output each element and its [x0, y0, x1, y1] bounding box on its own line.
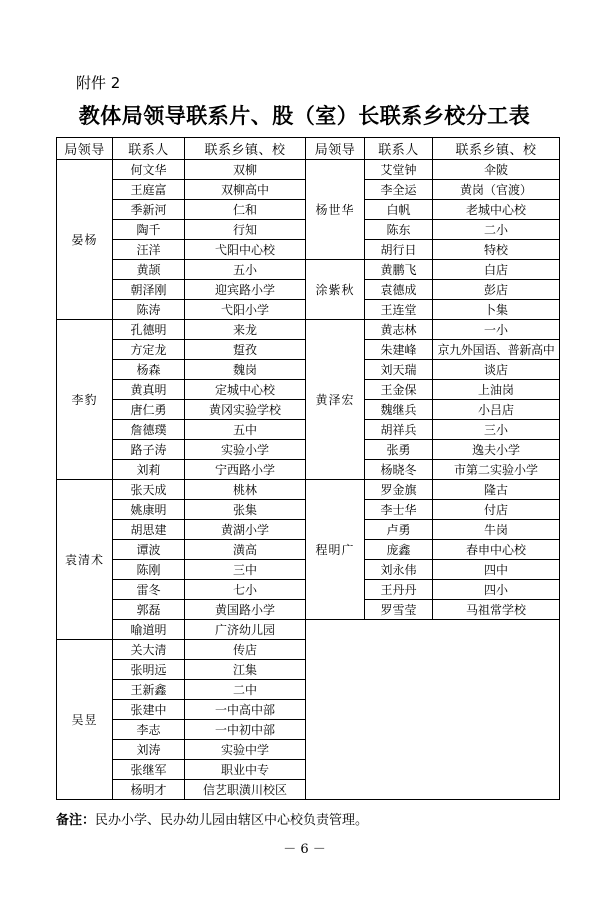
area-cell: 行知	[185, 220, 306, 240]
contact-cell: 黄真明	[113, 380, 185, 400]
contact-cell: 王金保	[365, 380, 433, 400]
contact-cell: 罗雪莹	[365, 600, 433, 620]
contact-cell: 卢勇	[365, 520, 433, 540]
table-row	[57, 620, 560, 640]
area-cell: 弋阳中心校	[185, 240, 306, 260]
area-cell: 二中	[185, 680, 306, 700]
header-contact-left: 联系人	[113, 138, 185, 160]
area-cell: 信艺职潢川校区	[185, 780, 306, 800]
contact-cell: 关大清	[113, 640, 185, 660]
area-cell: 特校	[433, 240, 560, 260]
contact-cell: 张天成	[113, 480, 185, 500]
area-cell: 春申中心校	[433, 540, 560, 560]
contact-cell: 汪洋	[113, 240, 185, 260]
contact-cell: 张继军	[113, 760, 185, 780]
area-cell: 定城中心校	[185, 380, 306, 400]
leader-cell: 涂紫秋	[306, 260, 365, 320]
contact-cell: 王庭富	[113, 180, 185, 200]
area-cell: 一中初中部	[185, 720, 306, 740]
table-row	[57, 320, 560, 340]
area-cell: 弋阳小学	[185, 300, 306, 320]
area-cell: 四小	[433, 580, 560, 600]
leader-cell: 袁清术	[57, 480, 113, 640]
page-number: － 6 －	[283, 842, 326, 857]
contact-cell: 朱建峰	[365, 340, 433, 360]
header-leader-right: 局领导	[306, 138, 365, 160]
contact-cell: 郭磊	[113, 600, 185, 620]
area-cell: 踅孜	[185, 340, 306, 360]
area-cell: 潢高	[185, 540, 306, 560]
contact-cell: 詹德璞	[113, 420, 185, 440]
area-cell: 桃林	[185, 480, 306, 500]
area-cell: 老城中心校	[433, 200, 560, 220]
contact-cell: 孔德明	[113, 320, 185, 340]
area-cell: 一中高中部	[185, 700, 306, 720]
contact-cell: 魏继兵	[365, 400, 433, 420]
table-header-row	[57, 138, 560, 160]
contact-cell: 陶千	[113, 220, 185, 240]
table-row	[57, 260, 560, 280]
contact-cell: 刘莉	[113, 460, 185, 480]
footnote-text: 民办小学、民办幼儿园由辖区中心校负责管理。	[95, 813, 369, 828]
area-cell: 谈店	[433, 360, 560, 380]
contact-cell: 谭波	[113, 540, 185, 560]
contact-cell: 杨森	[113, 360, 185, 380]
contact-cell: 季新河	[113, 200, 185, 220]
leader-cell: 吴昱	[57, 640, 113, 800]
area-cell: 卜集	[433, 300, 560, 320]
area-cell: 小吕店	[433, 400, 560, 420]
assignment-table	[56, 137, 560, 800]
area-cell: 马祖常学校	[433, 600, 560, 620]
contact-cell: 胡祥兵	[365, 420, 433, 440]
area-cell: 一小	[433, 320, 560, 340]
footnote	[56, 809, 368, 828]
area-cell: 黄湖小学	[185, 520, 306, 540]
area-cell: 彭店	[433, 280, 560, 300]
contact-cell: 袁德成	[365, 280, 433, 300]
area-cell: 四中	[433, 560, 560, 580]
area-cell: 三中	[185, 560, 306, 580]
area-cell: 张集	[185, 500, 306, 520]
area-cell: 传店	[185, 640, 306, 660]
contact-cell: 刘天瑞	[365, 360, 433, 380]
contact-cell: 刘永伟	[365, 560, 433, 580]
area-cell: 二小	[433, 220, 560, 240]
area-cell: 五中	[185, 420, 306, 440]
area-cell: 职业中专	[185, 760, 306, 780]
contact-cell: 王丹丹	[365, 580, 433, 600]
empty-area	[306, 620, 560, 800]
contact-cell: 方定龙	[113, 340, 185, 360]
contact-cell: 庞鑫	[365, 540, 433, 560]
area-cell: 付店	[433, 500, 560, 520]
area-cell: 仁和	[185, 200, 306, 220]
area-cell: 双柳高中	[185, 180, 306, 200]
leader-cell: 黄泽宏	[306, 320, 365, 480]
contact-cell: 李士华	[365, 500, 433, 520]
contact-cell: 唐仁勇	[113, 400, 185, 420]
contact-cell: 喻道明	[113, 620, 185, 640]
contact-cell: 刘涛	[113, 740, 185, 760]
contact-cell: 黄鹏飞	[365, 260, 433, 280]
contact-cell: 王连堂	[365, 300, 433, 320]
area-cell: 双柳	[185, 160, 306, 180]
area-cell: 来龙	[185, 320, 306, 340]
area-cell: 五小	[185, 260, 306, 280]
contact-cell: 何文华	[113, 160, 185, 180]
area-cell: 伞陂	[433, 160, 560, 180]
area-cell: 市第二实验小学	[433, 460, 560, 480]
area-cell: 七小	[185, 580, 306, 600]
document-title: 教体局领导联系片、股（室）长联系乡校分工表	[78, 103, 531, 128]
contact-cell: 路子涛	[113, 440, 185, 460]
contact-cell: 张建中	[113, 700, 185, 720]
contact-cell: 陈涛	[113, 300, 185, 320]
contact-cell: 朝泽刚	[113, 280, 185, 300]
contact-cell: 雷冬	[113, 580, 185, 600]
area-cell: 三小	[433, 420, 560, 440]
contact-cell: 黄志林	[365, 320, 433, 340]
contact-cell: 陈刚	[113, 560, 185, 580]
contact-cell: 陈东	[365, 220, 433, 240]
contact-cell: 张明远	[113, 660, 185, 680]
area-cell: 广济幼儿园	[185, 620, 306, 640]
table-body	[57, 160, 560, 800]
contact-cell: 杨明才	[113, 780, 185, 800]
leader-cell: 李豹	[57, 320, 113, 480]
leader-cell: 程明广	[306, 480, 365, 620]
area-cell: 隆古	[433, 480, 560, 500]
area-cell: 黄国路小学	[185, 600, 306, 620]
area-cell: 京九外国语、普新高中	[433, 340, 560, 360]
contact-cell: 艾堂钟	[365, 160, 433, 180]
contact-cell: 罗金旗	[365, 480, 433, 500]
contact-cell: 胡行日	[365, 240, 433, 260]
leader-cell: 晏杨	[57, 160, 113, 320]
header-leader-left: 局领导	[57, 138, 113, 160]
header-area-left: 联系乡镇、校	[185, 138, 306, 160]
contact-cell: 张勇	[365, 440, 433, 460]
area-cell: 牛岗	[433, 520, 560, 540]
area-cell: 上油岗	[433, 380, 560, 400]
table-row	[57, 160, 560, 180]
area-cell: 江集	[185, 660, 306, 680]
header-contact-right: 联系人	[365, 138, 433, 160]
area-cell: 黄岗（官渡）	[433, 180, 560, 200]
contact-cell: 白帆	[365, 200, 433, 220]
contact-cell: 黄颉	[113, 260, 185, 280]
area-cell: 逸夫小学	[433, 440, 560, 460]
contact-cell: 胡思建	[113, 520, 185, 540]
leader-cell: 杨世华	[306, 160, 365, 260]
area-cell: 实验小学	[185, 440, 306, 460]
area-cell: 黄冈实验学校	[185, 400, 306, 420]
contact-cell: 王新鑫	[113, 680, 185, 700]
table-row	[57, 480, 560, 500]
attachment-label: 附件 2	[76, 74, 121, 92]
contact-cell: 姚康明	[113, 500, 185, 520]
area-cell: 实验中学	[185, 740, 306, 760]
area-cell: 魏岗	[185, 360, 306, 380]
header-area-right: 联系乡镇、校	[433, 138, 560, 160]
footnote-label: 备注：	[56, 813, 96, 828]
contact-cell: 李志	[113, 720, 185, 740]
area-cell: 白店	[433, 260, 560, 280]
contact-cell: 杨晓冬	[365, 460, 433, 480]
contact-cell: 李全运	[365, 180, 433, 200]
area-cell: 宁西路小学	[185, 460, 306, 480]
area-cell: 迎宾路小学	[185, 280, 306, 300]
